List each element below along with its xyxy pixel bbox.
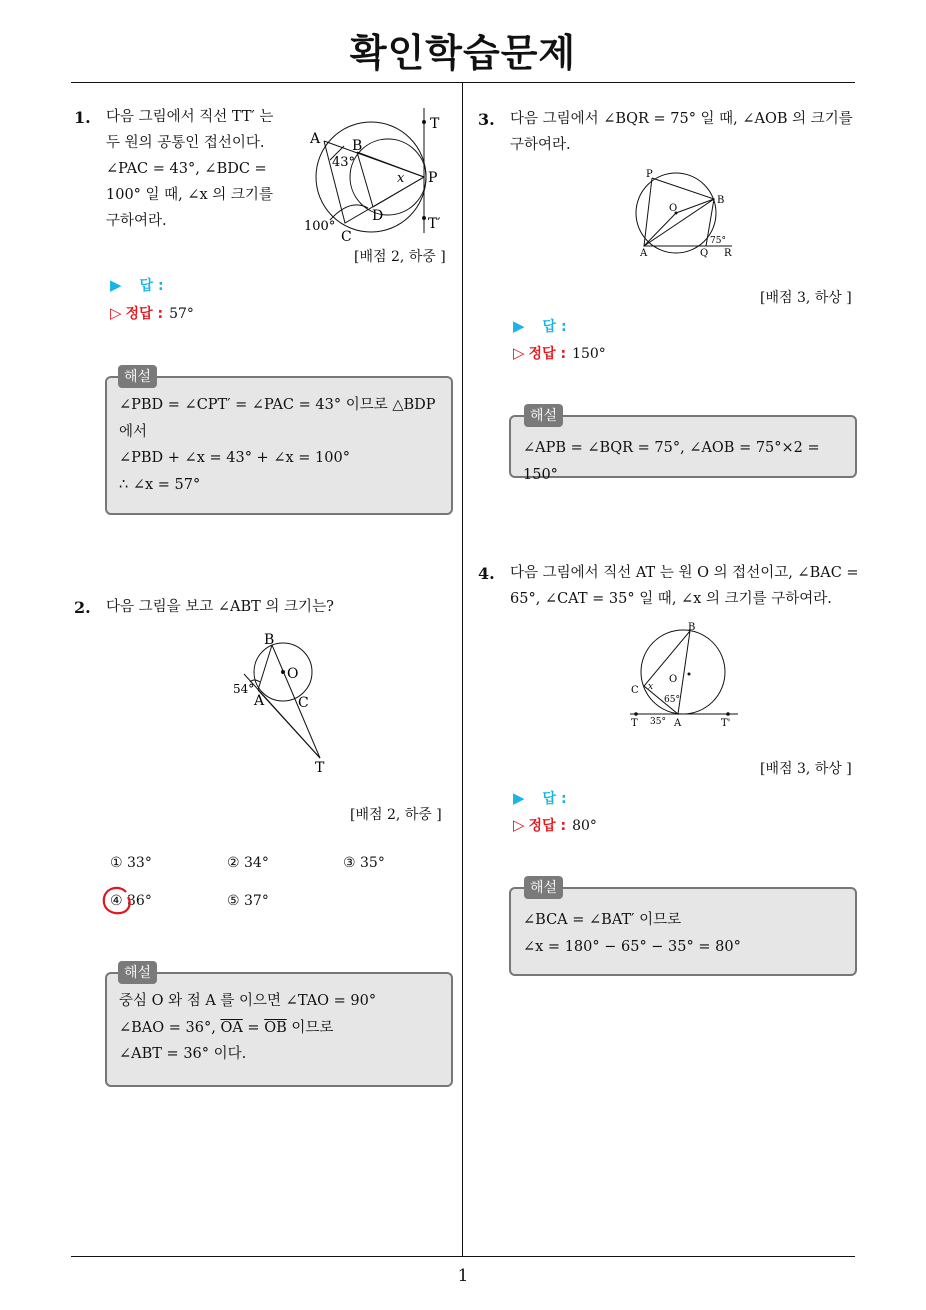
q2-equals: = — [247, 1019, 260, 1036]
q4-solution-line: ∠x = 180° − 65° − 35° = 80° — [523, 938, 741, 955]
q2-label-a: A — [254, 693, 265, 709]
q1-text — [106, 104, 288, 234]
q1-segment-bd — [357, 152, 373, 207]
q4-line: 65°, ∠CAT = 35° 일 때, ∠x 의 크기를 구하여라. — [510, 591, 832, 607]
q4-line: 다음 그림에서 직선 AT 는 원 O 의 접선이고, ∠BAC = — [510, 565, 859, 581]
q1-solution-line: 에서 — [119, 423, 148, 440]
q4-text — [510, 560, 860, 612]
q4-solution-line: ∠BCA = ∠BAT′ 이므로 — [523, 912, 682, 928]
play-icon: ▶ — [513, 317, 525, 335]
q4-solution-box — [509, 887, 857, 976]
q1-solution-line: ∠PBD = ∠CPT′ = ∠PAC = 43° 이므로 △BDP — [119, 397, 436, 413]
q1-line: 다음 그림에서 직선 TT′ 는 — [106, 109, 274, 125]
q4-label-tp: T' — [721, 718, 731, 729]
q4-label-b: B — [688, 622, 696, 633]
q3-solution-tag: 해설 — [524, 404, 563, 427]
q3-label-q: Q — [700, 248, 709, 259]
q4-label-o: O — [669, 674, 678, 685]
q2-choice-1[interactable]: ① 33° — [110, 855, 152, 871]
q1-label-c: C — [341, 229, 352, 245]
q3-segment-ao — [644, 213, 676, 246]
q2-solution-box — [105, 972, 453, 1087]
q1-line: 두 원의 공통인 접선이다. — [106, 135, 265, 151]
q1-grade: [배점 2, 하중 ] — [354, 249, 446, 265]
q3-grade: [배점 3, 하상 ] — [760, 290, 852, 306]
q1-label-tp: T′ — [428, 216, 441, 232]
q1-figure — [300, 108, 460, 248]
q4-grade: [배점 3, 하상 ] — [760, 761, 852, 777]
q2-solution-text: 이므로 — [291, 1019, 334, 1036]
q1-label-p: P — [428, 170, 438, 186]
q1-solution-line: ∴ ∠x = 57° — [119, 476, 201, 493]
q1-line: ∠PAC = 43°, ∠BDC = — [106, 161, 267, 177]
q3-text — [510, 106, 860, 158]
q3-line: 구하여라. — [510, 137, 571, 153]
q4-center-o — [688, 673, 691, 676]
play-icon: ▶ — [110, 276, 122, 294]
q3-label-o: O — [669, 203, 678, 214]
page-number: 1 — [457, 1266, 469, 1286]
q2-segment-oa: $\overline{OA}$ — [220, 1019, 243, 1036]
outline-triangle-icon: ▷ — [513, 816, 525, 834]
q3-answer-label: 답 : — [542, 319, 567, 335]
q1-label-x: x — [397, 171, 405, 186]
q3-label-r: R — [724, 248, 732, 259]
q2-label-c: C — [298, 695, 309, 711]
q3-segment-ob — [676, 199, 714, 213]
q3-answer-line — [513, 316, 567, 336]
outline-triangle-icon: ▷ — [513, 344, 525, 362]
q1-answer-line — [110, 275, 164, 295]
q3-number: 3. — [478, 110, 495, 129]
q2-choice-3[interactable]: ③ 35° — [343, 855, 385, 871]
q1-label-43: 43° — [332, 155, 356, 170]
q4-solution-tag: 해설 — [524, 876, 563, 899]
q1-label-d: D — [372, 208, 384, 224]
q3-label-a: A — [640, 248, 648, 259]
q1-point-t — [422, 120, 426, 124]
q1-label-100: 100° — [304, 219, 336, 234]
q2-label-54: 54° — [233, 682, 255, 696]
q4-figure — [626, 622, 740, 730]
q2-choice-5[interactable]: ⑤ 37° — [227, 893, 269, 909]
q2-label-o: O — [287, 666, 299, 682]
q2-solution-text: ∠BAO = 36°, — [119, 1019, 216, 1036]
q4-number: 4. — [478, 564, 495, 583]
q4-label-35: 35° — [650, 717, 666, 727]
q4-point-tp — [726, 712, 730, 716]
q2-segment-ba — [258, 645, 272, 690]
header-rule — [71, 82, 855, 83]
q2-choice-2[interactable]: ② 34° — [227, 855, 269, 871]
q2-choice-4-value: 36° — [127, 893, 152, 909]
q3-correct-line — [513, 343, 606, 363]
play-icon: ▶ — [513, 789, 525, 807]
q4-label-a: A — [674, 718, 682, 729]
q3-solution-line: ∠APB = ∠BQR = 75°, ∠AOB = 75°×2 = 150° — [523, 440, 820, 483]
q2-number: 2. — [74, 598, 91, 617]
q3-correct-label: 정답 : — [528, 346, 567, 362]
column-divider — [462, 82, 463, 1257]
selected-answer-circle-icon — [100, 884, 134, 918]
q4-circle — [641, 630, 725, 714]
q1-label-b: B — [352, 138, 363, 154]
q3-label-75: 75° — [710, 236, 726, 246]
q2-segment-ob: $\overline{OB}$ — [264, 1019, 287, 1036]
q2-solution-line — [119, 1015, 441, 1042]
q4-answer-label: 답 : — [542, 791, 567, 807]
q1-answer-label: 답 : — [139, 278, 164, 294]
q3-label-p: P — [646, 169, 653, 180]
q3-figure — [632, 166, 742, 260]
q1-big-circle — [316, 122, 426, 232]
q4-label-65: 65° — [664, 695, 680, 705]
q2-grade: [배점 2, 하중 ] — [350, 807, 442, 823]
q1-solution-tag: 해설 — [118, 365, 157, 388]
q1-correct-label: 정답 : — [125, 306, 164, 322]
outline-triangle-icon: ▷ — [110, 304, 122, 322]
q4-answer-line — [513, 788, 567, 808]
q1-correct-value: 57° — [169, 306, 194, 322]
q1-line: 100° 일 때, ∠x 의 크기를 — [106, 187, 273, 203]
q4-label-c: C — [631, 685, 639, 696]
q1-line: 구하여라. — [106, 213, 167, 229]
q2-figure — [230, 630, 340, 778]
q2-choice-4-marker: ④ — [110, 893, 123, 909]
q1-point-tp — [422, 216, 426, 220]
q3-label-b: B — [717, 195, 725, 206]
q1-label-a: A — [310, 131, 321, 147]
q2-solution-line: ∠ABT = 36° 이다. — [119, 1046, 247, 1062]
q3-correct-value: 150° — [572, 346, 606, 362]
q2-solution-tag: 해설 — [118, 961, 157, 984]
q2-solution-line: 중심 O 와 점 A 를 이으면 ∠TAO = 90° — [119, 993, 377, 1009]
q4-label-t: T — [631, 718, 638, 729]
q1-number: 1. — [74, 108, 91, 127]
q4-label-x: x — [648, 682, 654, 692]
page-title: 확인학습문제 — [349, 31, 577, 75]
q2-label-t: T — [315, 760, 325, 776]
q1-label-t: T — [430, 116, 440, 132]
q3-line: 다음 그림에서 ∠BQR = 75° 일 때, ∠AOB 의 크기를 — [510, 111, 853, 127]
q4-correct-label: 정답 : — [528, 818, 567, 834]
q2-segment-bt — [272, 645, 320, 758]
footer-rule — [71, 1256, 855, 1257]
q2-label-b: B — [264, 632, 275, 648]
q4-point-t — [634, 712, 638, 716]
q4-correct-line — [513, 815, 597, 835]
q1-correct-line — [110, 303, 194, 323]
q1-segment-bp — [357, 152, 424, 177]
q1-solution-box — [105, 376, 453, 515]
q1-solution-line: ∠PBD + ∠x = 43° + ∠x = 100° — [119, 450, 350, 466]
q4-correct-value: 80° — [572, 818, 597, 834]
q2-text: 다음 그림을 보고 ∠ABT 의 크기는? — [106, 599, 334, 615]
